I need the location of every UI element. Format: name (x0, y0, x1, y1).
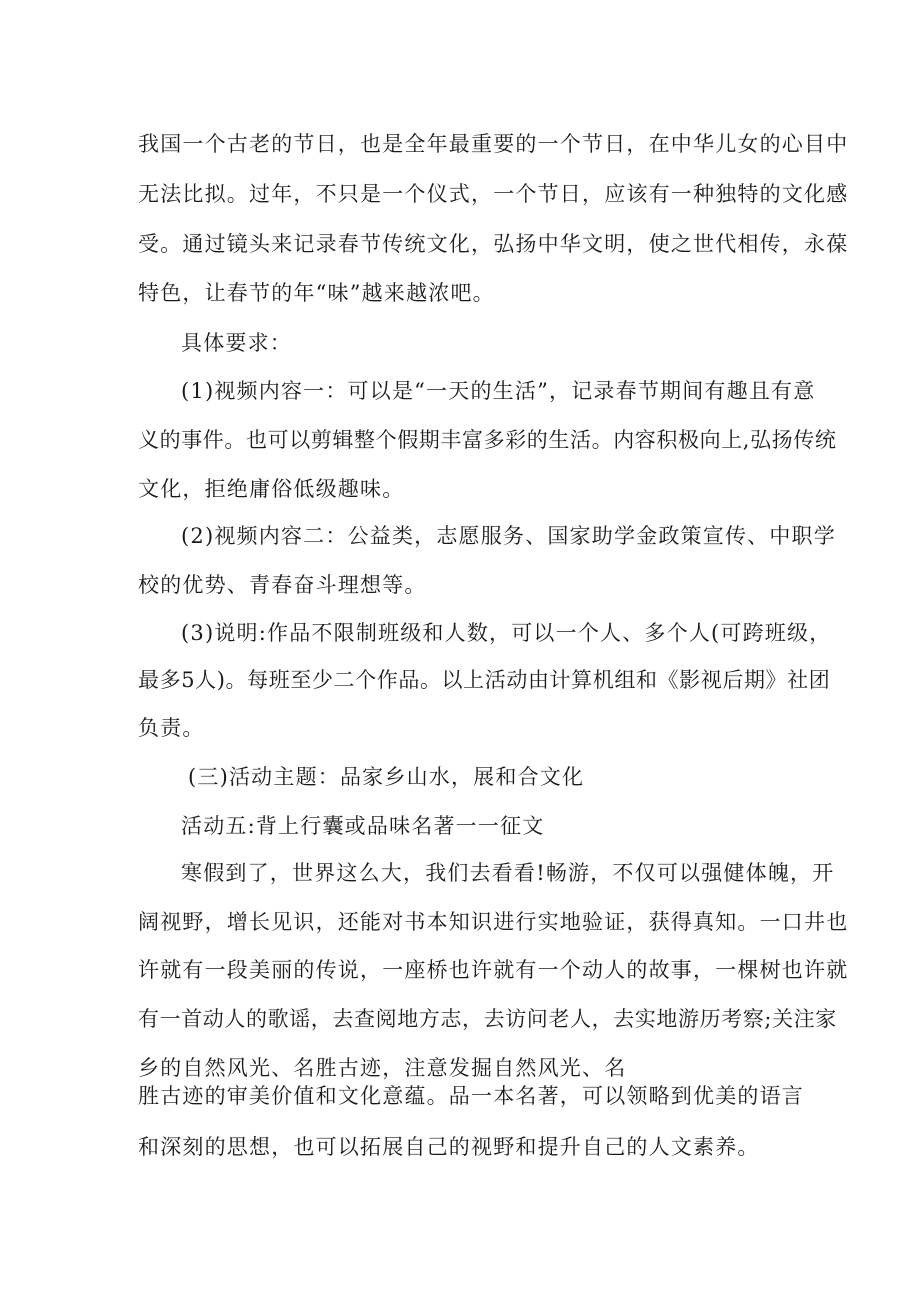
text-line: 阔视野，增长见识，还能对书本知识进行实地验证，获得真知。一口井也 (138, 910, 849, 934)
text-line: 乡的自然风光、名胜古迹，注意发掘自然风光、名 (138, 1056, 627, 1080)
text-line: 无法比拟。过年，不只是一个仪式，一个节日，应该有一种独特的文化感 (138, 182, 849, 206)
text-line: 文化，拒绝庸俗低级趣味。 (138, 477, 405, 501)
text-line: 受。通过镜头来记录春节传统文化，弘扬中华文明，使之世代相传，永葆 (138, 232, 849, 256)
text-line: 义的事件。也可以剪辑整个假期丰富多彩的生活。内容积极向上,弘扬传统 (138, 428, 837, 452)
text-line: 我国一个古老的节日，也是全年最重要的一个节日，在中华儿女的心目中 (138, 132, 849, 156)
text-line: (3)说明:作品不限制班级和人数，可以一个人、多个人(可跨班级， (181, 621, 832, 645)
text-line: (2)视频内容二：公益类，志愿服务、国家助学金政策宣传、中职学 (181, 524, 836, 548)
text-line: 活动五:背上行囊或品味名著一一征文 (181, 814, 545, 838)
text-line: 具体要求： (181, 331, 292, 355)
text-line: 胜古迹的审美价值和文化意蕴。品一本名著，可以领略到优美的语言 (138, 1084, 804, 1108)
text-line: 最多5人)。每班至少二个作品。以上活动由计算机组和《影视后期》社团 (138, 668, 831, 692)
text-line: (1)视频内容一：可以是“一天的生活”，记录春节期间有趣且有意 (181, 379, 816, 403)
text-line: 寒假到了，世界这么大，我们去看看!畅游，不仅可以强健体魄，开 (181, 861, 835, 885)
text-line: 校的优势、青春奋斗理想等。 (138, 573, 427, 597)
text-line: 和深刻的思想，也可以拓展自己的视野和提升自己的人文素养。 (138, 1135, 760, 1159)
text-line: 特色，让春节的年“味”越来越浓吧。 (138, 281, 495, 305)
text-line: 许就有一段美丽的传说，一座桥也许就有一个动人的故事，一棵树也许就 (138, 958, 849, 982)
text-line: 有一首动人的歌谣，去查阅地方志，去访问老人，去实地游历考察;关注家 (138, 1007, 837, 1031)
text-line: 负责。 (138, 716, 205, 740)
text-line: (三)活动主题：品家乡山水，展和合文化 (188, 765, 585, 789)
